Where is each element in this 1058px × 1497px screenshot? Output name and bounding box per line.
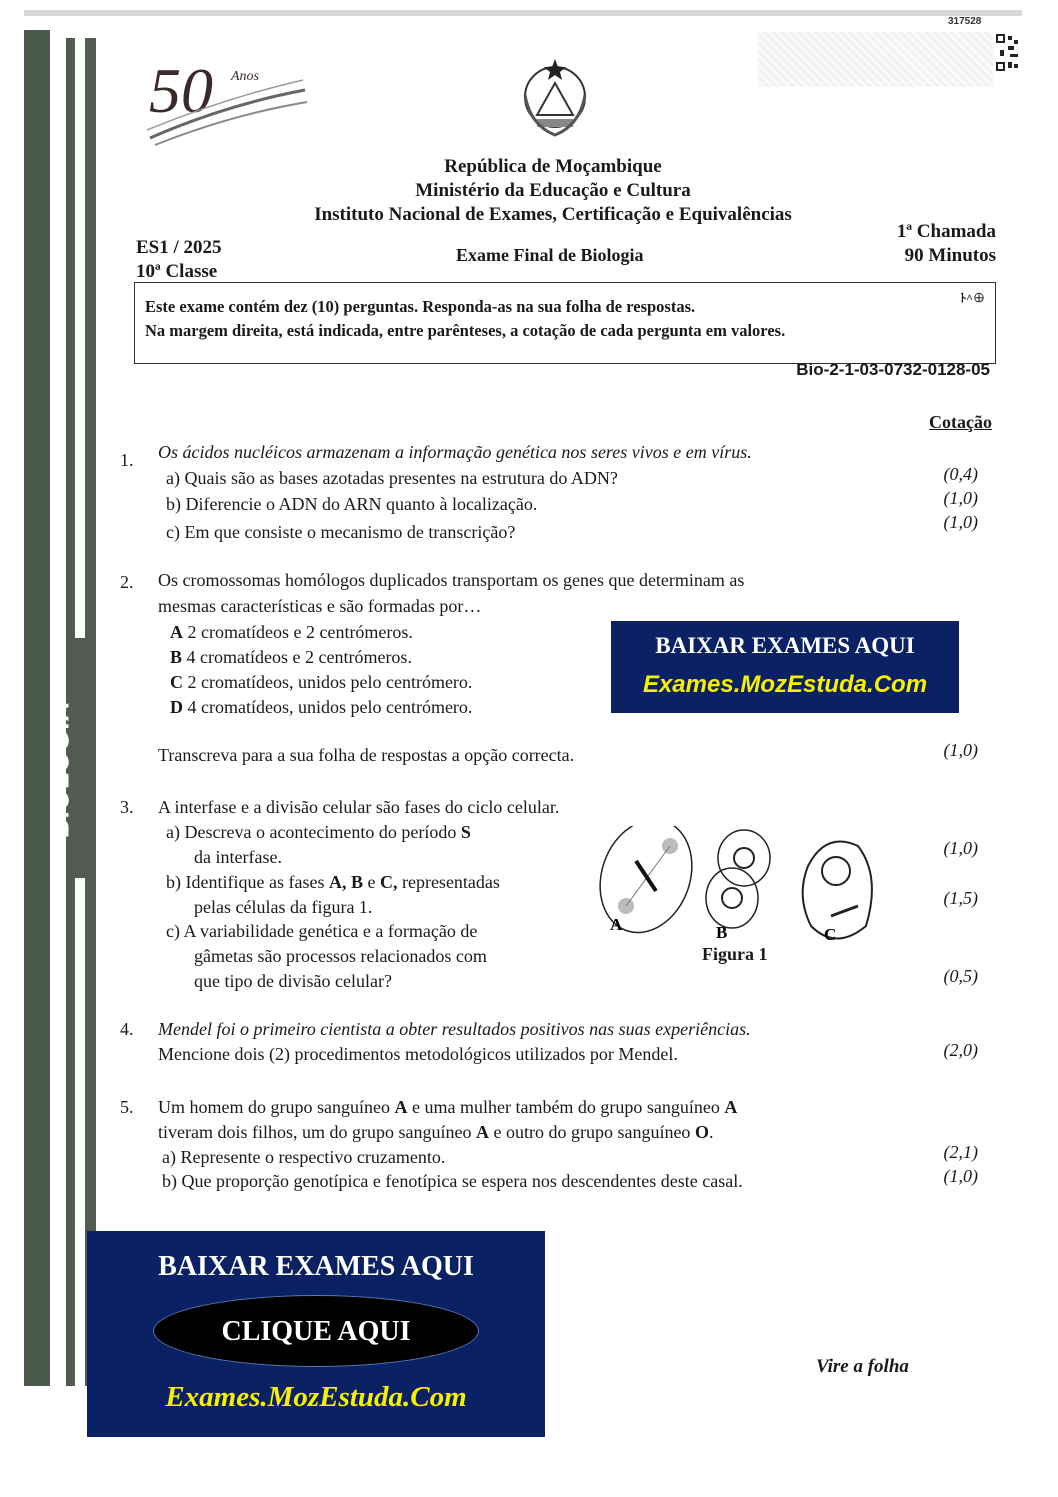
exam-session-code: ES1 / 2025	[136, 237, 222, 258]
score-1b: (1,0)	[943, 488, 978, 508]
logo-number: 50	[149, 55, 213, 126]
option-c	[170, 670, 472, 695]
svg-text:Anos: Anos	[231, 69, 259, 84]
label-c: C	[824, 925, 837, 944]
side-bar-stripe-bottom	[75, 878, 85, 1386]
question-number: 1.	[120, 450, 134, 470]
option-text: 2 cromatídeos e 2 centrómeros.	[183, 622, 413, 642]
exam-call: 1ª Chamada	[896, 221, 996, 242]
turn-page-note: Vire a folha	[816, 1356, 909, 1377]
item-label: b)	[162, 1171, 177, 1191]
label-a: A	[610, 915, 623, 934]
cell-b-bottom	[706, 868, 758, 928]
download-banner-bottom[interactable]	[87, 1231, 545, 1437]
option-text: 4 cromatídeos e 2 centrómeros.	[182, 647, 412, 667]
label-b: B	[716, 923, 728, 942]
item-label: c)	[166, 921, 180, 941]
item-label: a)	[166, 822, 180, 842]
question-3c	[166, 919, 477, 944]
exam-meta-right	[897, 220, 996, 268]
item-label: a)	[162, 1147, 176, 1167]
item-text: A variabilidade genética e a formação de	[183, 921, 478, 941]
question-3c-line-3: que tipo de divisão celular?	[194, 971, 392, 991]
question-stem: Mendel foi o primeiro cientista a obter resultados positivos nas suas experiências.	[158, 1019, 751, 1039]
exam-code: Bio-2-1-03-0732-0128-05	[796, 360, 990, 379]
question-stem-line-2: mesmas características e são formadas por…	[158, 596, 482, 616]
question-1a	[166, 466, 618, 491]
click-here-button[interactable]: CLIQUE AQUI	[153, 1295, 479, 1367]
security-pattern	[758, 32, 993, 87]
item-text: Represente o respectivo cruzamento.	[180, 1147, 446, 1167]
question-stem: A interfase e a divisão celular são fases do ciclo celular.	[158, 797, 560, 817]
question-3a	[166, 820, 471, 845]
item-label: b)	[166, 494, 181, 514]
score-4: (2,0)	[943, 1040, 978, 1060]
item-label: b)	[166, 872, 181, 892]
item-label: c)	[166, 522, 180, 542]
item-text: Diferencie o ADN do ARN quanto à localização.	[185, 494, 538, 514]
banner-site-link[interactable]: Exames.MozEstuda.Com	[165, 1381, 467, 1413]
question-5a	[162, 1145, 445, 1170]
item-text: Quais são as bases azotadas presentes na estrutura do ADN?	[184, 468, 618, 488]
fifty-years-logo	[145, 50, 315, 150]
item-bold: S	[460, 822, 471, 842]
item-bold: A, B	[328, 872, 363, 892]
item-label: a)	[166, 468, 180, 488]
question-3b	[166, 870, 500, 895]
question-5b	[162, 1169, 743, 1194]
instructions-box	[134, 282, 996, 364]
cell-c	[803, 842, 872, 939]
question-stem: Os ácidos nucléicos armazenam a informação genética nos seres vivos e em vírus.	[158, 442, 752, 462]
option-letter: C	[170, 672, 183, 692]
option-text: 4 cromatídeos, unidos pelo centrómero.	[183, 697, 473, 717]
score-3b: (1,5)	[943, 888, 978, 908]
score-3a: (1,0)	[943, 838, 978, 858]
banner-title: BAIXAR EXAMES AQUI	[158, 1251, 474, 1282]
instruction-line-1: Este exame contém dez (10) perguntas. Responda-as na sua folha de respostas.	[145, 297, 696, 316]
exam-meta-left	[136, 236, 222, 284]
banner-site-link[interactable]: Exames.MozEstuda.Com	[642, 671, 928, 698]
cell-b-top	[718, 830, 770, 886]
question-line-2: Mencione dois (2) procedimentos metodológicos utilizados por Mendel.	[158, 1044, 678, 1064]
score-5a: (2,1)	[943, 1142, 978, 1162]
header-ministry: Ministério da Educação e Cultura	[415, 180, 691, 201]
subject-tab-label: BIOLOGIA	[44, 701, 75, 839]
option-letter: A	[170, 622, 183, 642]
banner-title: BAIXAR EXAMES AQUI	[655, 633, 915, 658]
question-stem-line-1: Os cromossomas homólogos duplicados transportam os genes que determinam as	[158, 570, 745, 590]
item-text: Em que consiste o mecanismo de transcrição?	[184, 522, 516, 542]
serial-number: 317528	[948, 16, 982, 27]
notice-mark: ﾄ^⊕	[960, 291, 985, 305]
download-banner-mid[interactable]	[611, 621, 959, 713]
item-text: e	[362, 872, 380, 892]
item-text: representadas	[397, 872, 500, 892]
score-1c: (1,0)	[943, 512, 978, 532]
score-5b: (1,0)	[943, 1166, 978, 1186]
item-text: Que proporção genotípica e fenotípica se espera nos descendentes deste casal.	[181, 1171, 743, 1191]
score-2: (1,0)	[943, 740, 978, 760]
side-bar-stripe-top	[75, 38, 85, 638]
instruction-line-2: Na margem direita, está indicada, entre parênteses, a cotação de cada pergunta em valores.	[145, 321, 786, 340]
exam-title: Exame Final de Biologia	[456, 245, 644, 265]
question-line-2: tiveram dois filhos, um do grupo sanguíneo A e outro do grupo sanguíneo O.	[158, 1122, 714, 1142]
question-number: 4.	[120, 1019, 134, 1039]
exam-grade: 10ª Classe	[136, 261, 218, 282]
question-number: 2.	[120, 572, 134, 592]
coat-of-arms-emblem	[515, 55, 595, 145]
score-3c: (0,5)	[943, 966, 978, 986]
question-line-1: Um homem do grupo sanguíneo A e uma mulher também do grupo sanguíneo A	[158, 1097, 738, 1117]
score-column-header: Cotação	[929, 412, 992, 432]
option-d	[170, 695, 472, 720]
question-2-instruction: Transcreva para a sua folha de respostas a opção correcta.	[158, 745, 575, 765]
header-institute: Instituto Nacional de Exames, Certificação e Equivalências	[314, 204, 792, 225]
score-1a: (0,4)	[943, 464, 978, 484]
question-number: 5.	[120, 1097, 134, 1117]
question-1c	[166, 520, 515, 545]
item-text: Descreva o acontecimento do período	[184, 822, 461, 842]
question-number: 3.	[120, 797, 134, 817]
header-country: República de Moçambique	[444, 156, 662, 177]
question-1b	[166, 492, 537, 517]
exam-duration: 90 Minutos	[904, 245, 996, 266]
subject-tab	[40, 685, 80, 855]
option-letter: D	[170, 697, 183, 717]
option-a	[170, 620, 413, 645]
page-top-edge	[24, 10, 1022, 16]
qr-code-icon	[996, 34, 1020, 72]
option-text: 2 cromatídeos, unidos pelo centrómero.	[183, 672, 473, 692]
item-bold: C,	[379, 872, 398, 892]
option-letter: B	[170, 647, 183, 667]
question-3b-line-2: pelas células da figura 1.	[194, 897, 373, 917]
item-text: Identifique as fases	[185, 872, 329, 892]
figure-caption: Figura 1	[702, 944, 768, 964]
option-b	[170, 645, 412, 670]
question-3c-line-2: gâmetas são processos relacionados com	[194, 946, 487, 966]
question-3a-line-2: da interfase.	[194, 847, 282, 867]
